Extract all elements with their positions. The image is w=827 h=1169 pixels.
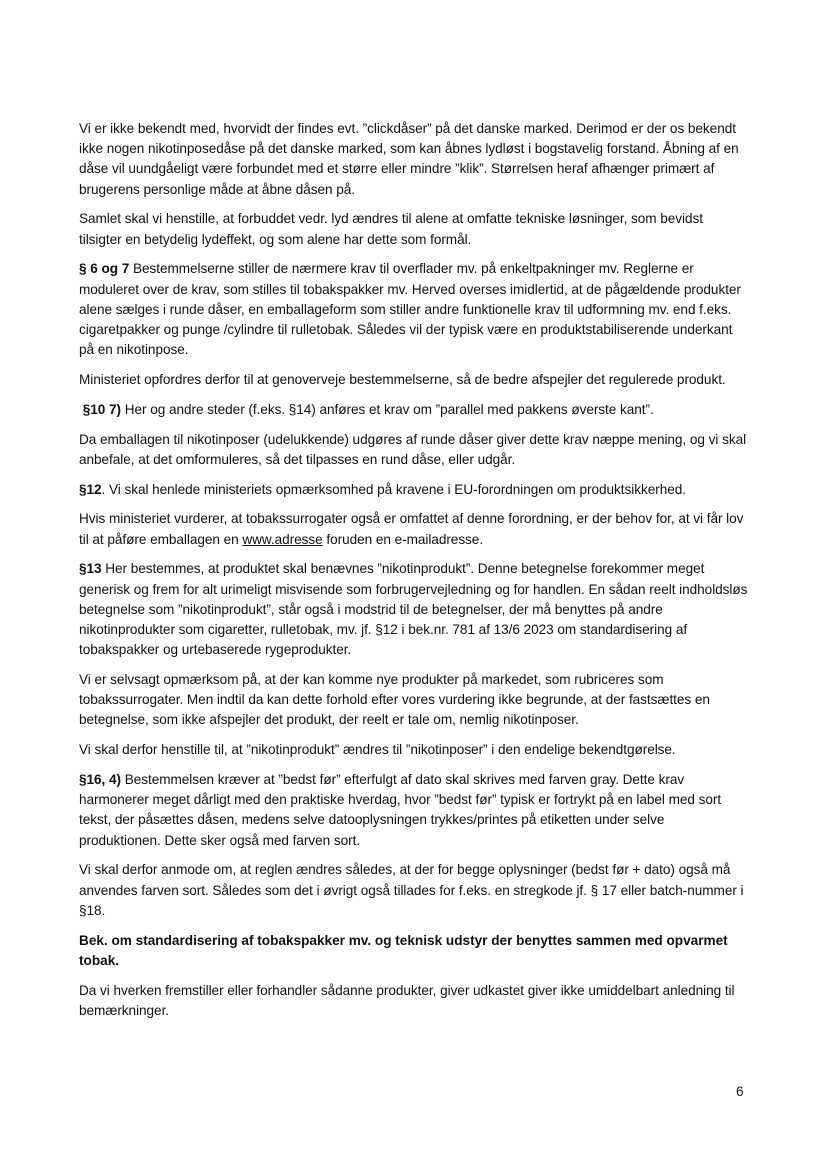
paragraph-clickdaaser [79, 119, 749, 200]
section-reference: §10 7) [79, 401, 121, 417]
paragraph-farven-sort [79, 860, 749, 921]
paragraph-section-10 [79, 400, 749, 420]
paragraph-genoverveje [79, 370, 749, 390]
paragraph-runde-daaser [79, 430, 749, 470]
paragraph-text: Hvis ministeriet vurderer, at tobakssurrogater også er omfattet af denne forordning, er der behov for, at vi får lov til at påføre emballagen en [79, 511, 744, 547]
paragraph-text: Da vi hverken fremstiller eller forhandler sådanne produkter, giver udkastet giver ikke umiddelbart anledning til bemærkninger. [79, 982, 735, 1018]
paragraph-section-6-7 [79, 259, 749, 360]
paragraph-section-12 [79, 480, 749, 500]
paragraph-henstilling-lyd [79, 209, 749, 249]
section-reference: §16, 4) [79, 772, 121, 788]
paragraph-text: Vi er selvsagt opmærksom på, at der kan komme nye produkter på markedet, som rubriceres som tobakssurrogater. Men indtil da kan dette forhold efter vores vurdering ikke begrunde, at der fastsættes en betegnelse, som ikke afspejler det produkt, der reelt er tale om, nemlig nikotinposer. [79, 672, 710, 728]
paragraph-closing [79, 981, 749, 1021]
paragraph-text: Bestemmelsen kræver at ”bedst før” efterfulgt af dato skal skrives med farven gray. Dette krav harmonerer meget dårligt med den praktiske hverdag, hvor ”bedst før” typisk er fortrykt på en label med sort tekst, der påsættes dåsen, medens selve datooplysningen trykkes/printes på etiketten under selve produktionen. Dette sker også med farven sort. [79, 772, 722, 848]
paragraph-text: Vi skal derfor anmode om, at reglen ændres således, at der for begge oplysninger (bedst før + dato) også må anvendes farven sort. Således som det i øvrigt også tillades for f.eks. en stregkode jf. § 17 eller batch-nummer i §18. [79, 862, 744, 918]
paragraph-henstilling-nikotinposer [79, 740, 749, 760]
paragraph-text: Vi er ikke bekendt med, hvorvidt der findes evt. ”clickdåser” på det danske marked. Derimod er der os bekendt ikke nogen nikotinposedåse på det danske marked, som kan åbnes lydløst i bogstavelig forstand. Åbning af en dåse vil uundgåeligt være forbundet med et større eller mindre ”klik”. Størrelsen heraf afhænger primært af brugerens personlige måde at åbne dåsen på. [79, 121, 739, 197]
paragraph-text: . Vi skal henlede ministeriets opmærksomhed på kravene i EU-forordningen om produktsikkerhed. [101, 481, 686, 497]
section-heading: Bek. om standardisering af tobakspakker mv. og teknisk udstyr der benyttes sammen med opvarmet tobak. [79, 932, 728, 968]
paragraph-produktsikkerhed [79, 509, 749, 549]
document-body [79, 119, 749, 1031]
web-address-link[interactable]: www.adresse [242, 531, 323, 547]
paragraph-text: Her og andre steder (f.eks. §14) anføres et krav om ”parallel med pakkens øverste kant”. [120, 401, 654, 417]
paragraph-text: Ministeriet opfordres derfor til at genoverveje bestemmelserne, så de bedre afspejler det regulerede produkt. [79, 372, 726, 388]
paragraph-nye-produkter [79, 670, 749, 731]
page-number: 6 [736, 1084, 744, 1099]
section-reference: § 6 og 7 [79, 261, 130, 277]
paragraph-text: Vi skal derfor henstille til, at ”nikotinprodukt” ændres til ”nikotinposer” i den endelige bekendtgørelse. [79, 742, 676, 758]
section-reference: §13 [79, 561, 102, 577]
paragraph-text: Samlet skal vi henstille, at forbuddet vedr. lyd ændres til alene at omfatte tekniske løsninger, som bevidst tilsigter en betydelig lydeffekt, og som alene har dette som formål. [79, 211, 704, 247]
paragraph-section-16 [79, 770, 749, 851]
paragraph-text: Da emballagen til nikotinposer (udelukkende) udgøres af runde dåser giver dette krav næppe mening, og vi skal anbefale, at det omformuleres, så det tilpasses en rund dåse, eller udgår. [79, 431, 747, 467]
paragraph-text: Bestemmelserne stiller de nærmere krav til overflader mv. på enkeltpakninger mv. Reglerne er moduleret over de krav, som stilles til tobakspakker mv. Herved overses imidlertid, at de pågældende produkter alene sælges i runde dåser, en emballageform som stiller andre funktionelle krav til udformning mv. end f.eks. cigaretpakker og punge /cylindre til rulletobak. Således vil der typisk være en produktstabiliserende underkant på en nikotinpose. [79, 261, 741, 358]
paragraph-text: Her bestemmes, at produktet skal benævnes ”nikotinprodukt”. Denne betegnelse forekommer meget generisk og frem for alt urimeligt misvisende som forbrugervejledning og for handlen. En sådan reelt indholdsløs betegnelse som ”nikotinprodukt”, står også i modstrid til de betegnelser, der må benyttes på andre nikotinprodukter som cigaretter, rulletobak, mv. jf. §12 i bek.nr. 781 af 13/6 2023 om standardisering af tobakspakker og urtebaserede rygeprodukter. [79, 561, 748, 658]
paragraph-section-13 [79, 559, 749, 660]
paragraph-text: foruden en e-mailadresse. [322, 531, 484, 547]
section-reference: §12 [79, 481, 102, 497]
